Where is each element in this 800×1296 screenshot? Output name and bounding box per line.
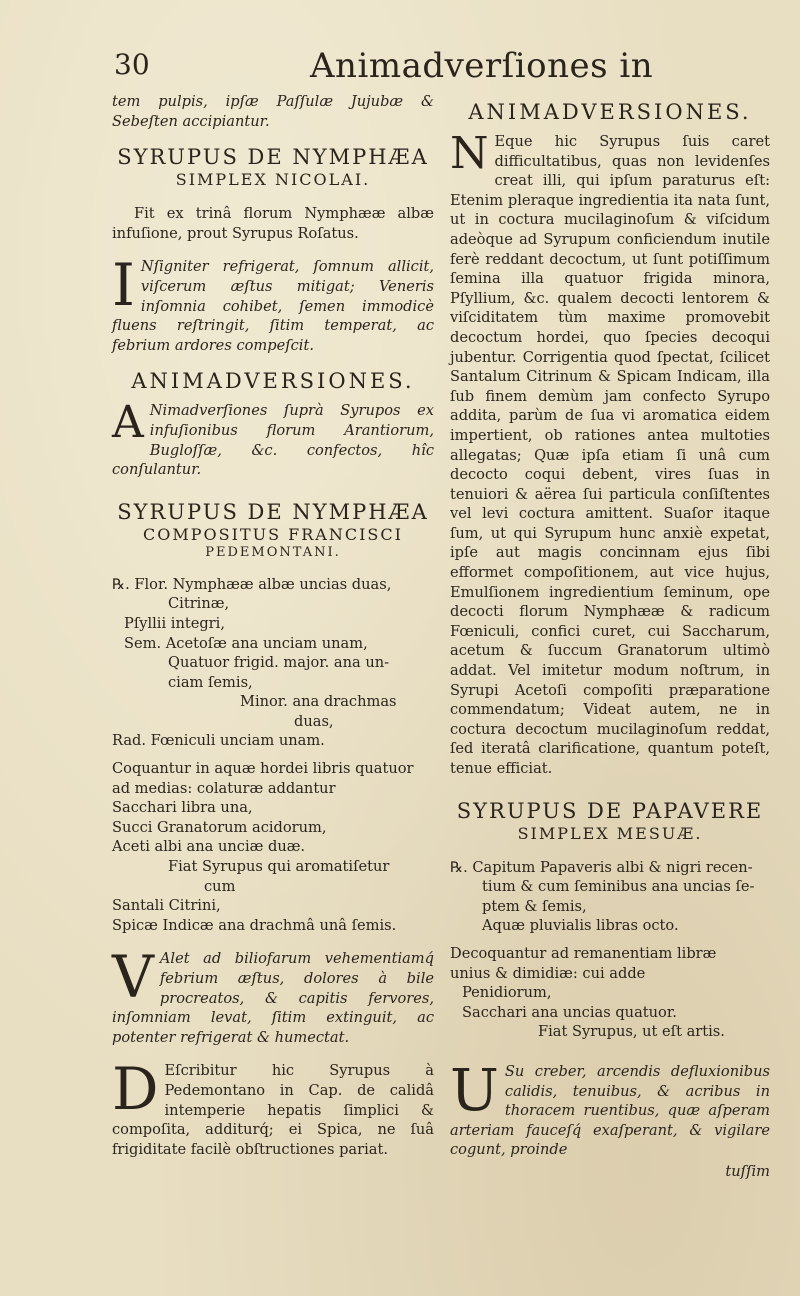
note-paragraph bbox=[112, 1055, 434, 1159]
virtue-paragraph-nymphaea-simplex bbox=[112, 251, 434, 355]
animadversiones-heading: ANIMADVERSIONES. bbox=[131, 369, 415, 394]
recipe-list bbox=[112, 575, 434, 751]
section-title-nymphaea-simplex: SYRUPUS DE NYMPHÆA bbox=[117, 145, 429, 170]
virtue-paragraph-papavere bbox=[450, 1055, 770, 1160]
drop-cap: I bbox=[112, 251, 135, 320]
recipe-line: ℞. Flor. Nymphææ albæ uncias duas, bbox=[112, 575, 392, 593]
section-subtitle-francisci: COMPOSITUS FRANCISCI bbox=[143, 524, 403, 544]
method-line: cum bbox=[204, 877, 236, 895]
recipe-line: ptem & ſemis, bbox=[482, 897, 587, 915]
right-column bbox=[450, 92, 770, 1182]
intro-text: tem pulpis, ipſæ Paſſulæ Jujubæ & Sebeſten accipiantur. bbox=[112, 93, 434, 130]
method-line: Aceti albi ana unciæ duæ. bbox=[112, 838, 306, 856]
animadversiones-paragraph bbox=[112, 397, 434, 479]
method-line: Sacchari ana uncias quatuor. bbox=[462, 1003, 677, 1021]
virtue-text: Alet ad biliofarum vehementiamq́ febrium æſtus, dolores à bile procreatos, & capitis fervores, inſomniam levat, ſitim extinguit, ac potenter refrigerat & humectat. bbox=[112, 950, 434, 1046]
method-line: Spicæ Indicæ ana drachmâ unâ ſemis. bbox=[112, 916, 397, 934]
drop-cap: U bbox=[450, 1055, 499, 1124]
recipe-line: Rad. Fœniculi unciam unam. bbox=[112, 732, 325, 750]
method-line: Fiat Syrupus, ut eſt artis. bbox=[538, 1023, 725, 1041]
recipe-line: ℞. Capitum Papaveris albi & nigri recen- bbox=[450, 858, 753, 876]
method-line: Coquantur in aquæ hordei libris quatuor bbox=[112, 760, 414, 778]
drop-cap: D bbox=[112, 1055, 159, 1124]
recipe-line: Pſyllii integri, bbox=[124, 614, 225, 632]
virtue-text: Su creber, arcendis defluxionibus calidis, tenuibus, & acribus in thoracem ruentibus, quæ aſperam arteriam fauceſq́ exaſperant, & vigilare cogunt, proinde bbox=[450, 1062, 770, 1159]
recipe-line: ciam ſemis, bbox=[168, 673, 253, 691]
note-text: Eſcribitur hic Syrupus à Pedemontano in Cap. de calidâ intemperie hepatis ſimplici & compoſita, additurq́; ei Spica, ne ſuâ frigiditate facilè obſtructiones pariat. bbox=[112, 1062, 434, 1158]
left-column bbox=[112, 92, 434, 1159]
recipe-line: tium & cum ſeminibus ana uncias ſe- bbox=[482, 878, 755, 896]
section-subtitle-mesuae: SIMPLEX MESUÆ. bbox=[517, 823, 703, 843]
method-line: Santali Citrini, bbox=[112, 897, 221, 915]
section-title-nymphaea-compositus: SYRUPUS DE NYMPHÆA bbox=[117, 499, 429, 524]
catchword: tuſſim bbox=[725, 1162, 770, 1180]
method-list bbox=[450, 944, 770, 1042]
animadversiones-text: Eque hic Syrupus ſuis caret difficultatibus, quas non levidenſes creat illi, qui ipſum paraturus eſt: Etenim pleraque ingredientia ita nata ſunt, ut in coctura mucilaginoſum & viſcidum adeòque ad Syrupum conficiendum inutile ferè reddant decoctum, ut ſunt potiſſimum ſemina illa quatuor frigida minora, Pſyllium, &c. qualem decocti lentorem & viſciditatem tùm maxime promovebit decoctum hordei, quo ſpecies decoqui jubentur. Corrigentia quod ſpectat, ſcilicet Santalum Citrinum & Spicam Indicam, illa ſub finem demùm jam confecto Syrupo addita, parùm de ſua vi aromatica eidem impertient, ob rationes antea multoties allegatas; Quæ ipſa etiam ſi unâ cum decocto coqui debent, vires ſuas in tenuiori & aërea ſui particula conſiſtentes vel levi coctura amittent. Suaſor itaque ſum, ut qui Syrupum hunc anxiè expetat, ipſe aut magis concinnam ejus ſibi efformet compoſitionem, aut vice hujus, Emulſionem ingredientium ſeminum, ope decocti florum Nymphææ & radicum Fœniculi, confici curet, cui Saccharum, acetum & ſuccum Granatorum ultimò addat. Vel imitetur modum noſtrum, in Syrupi Acetoſi compoſiti præparatione commendatum; Videat autem, ne in coctura decoctum mucilaginoſum reddat, ſed iteratâ clarificatione, quantum poteſt, tenue efficiat. bbox=[450, 133, 770, 777]
method-line: Penidiorum, bbox=[462, 984, 552, 1002]
method-line: Fiat Syrupus qui aromatiſetur bbox=[168, 858, 390, 876]
page-header bbox=[110, 46, 750, 90]
drop-cap: N bbox=[450, 128, 489, 179]
recipe-line: Quatuor frigid. major. ana un- bbox=[168, 654, 390, 672]
animadversiones-paragraph bbox=[450, 128, 770, 779]
method-line: Sacchari libra una, bbox=[112, 799, 253, 817]
section-subtitle-nicolai: SIMPLEX NICOLAI. bbox=[175, 170, 371, 190]
method-line: Succi Granatorum acidorum, bbox=[112, 818, 327, 836]
method-line: unius & dimidiæ: cui adde bbox=[450, 964, 646, 982]
recipe-list bbox=[450, 858, 770, 936]
animadversiones-heading: ANIMADVERSIONES. bbox=[468, 100, 752, 124]
method-line: Decoquantur ad remanentiam libræ bbox=[450, 944, 717, 962]
virtue-text: Nſigniter refrigerat, ſomnum allicit, viſcerum æſtus mitigat; Veneris inſomnia cohibet, ſemen immodicè fluens reſtringit, ſitim temperat, ac febrium ardores compeſcit. bbox=[112, 258, 434, 354]
method-list bbox=[112, 759, 434, 935]
page-number: 30 bbox=[114, 48, 150, 81]
method-line: ad medias: colaturæ addantur bbox=[112, 779, 336, 797]
section-subtitle-pedemontani: PEDEMONTANI. bbox=[205, 544, 341, 560]
virtue-paragraph-nymphaea-compositus bbox=[112, 943, 434, 1047]
recipe-line: Sem. Acetoſæ ana unciam unam, bbox=[124, 634, 368, 652]
recipe-nymphaea-simplex: Fit ex trinâ florum Nymphææ albæ infuſione, prout Syrupus Roſatus. bbox=[112, 205, 434, 242]
animadversiones-text: Nimadverſiones ſuprà Syrupos ex infuſionibus florum Arantiorum, Bugloſſæ, &c. confectos, hîc conſulantur. bbox=[112, 402, 434, 479]
recipe-line: Minor. ana drachmas bbox=[240, 693, 397, 711]
section-title-papavere: SYRUPUS DE PAPAVERE bbox=[456, 798, 764, 823]
recipe-line: duas, bbox=[294, 712, 334, 730]
recipe-line: Aquæ pluvialis libras octo. bbox=[482, 917, 679, 935]
recipe-line: Citrinæ, bbox=[168, 595, 230, 613]
running-title: Animadverſiones in bbox=[310, 46, 654, 86]
drop-cap: A bbox=[112, 397, 144, 449]
drop-cap: V bbox=[112, 943, 154, 1012]
